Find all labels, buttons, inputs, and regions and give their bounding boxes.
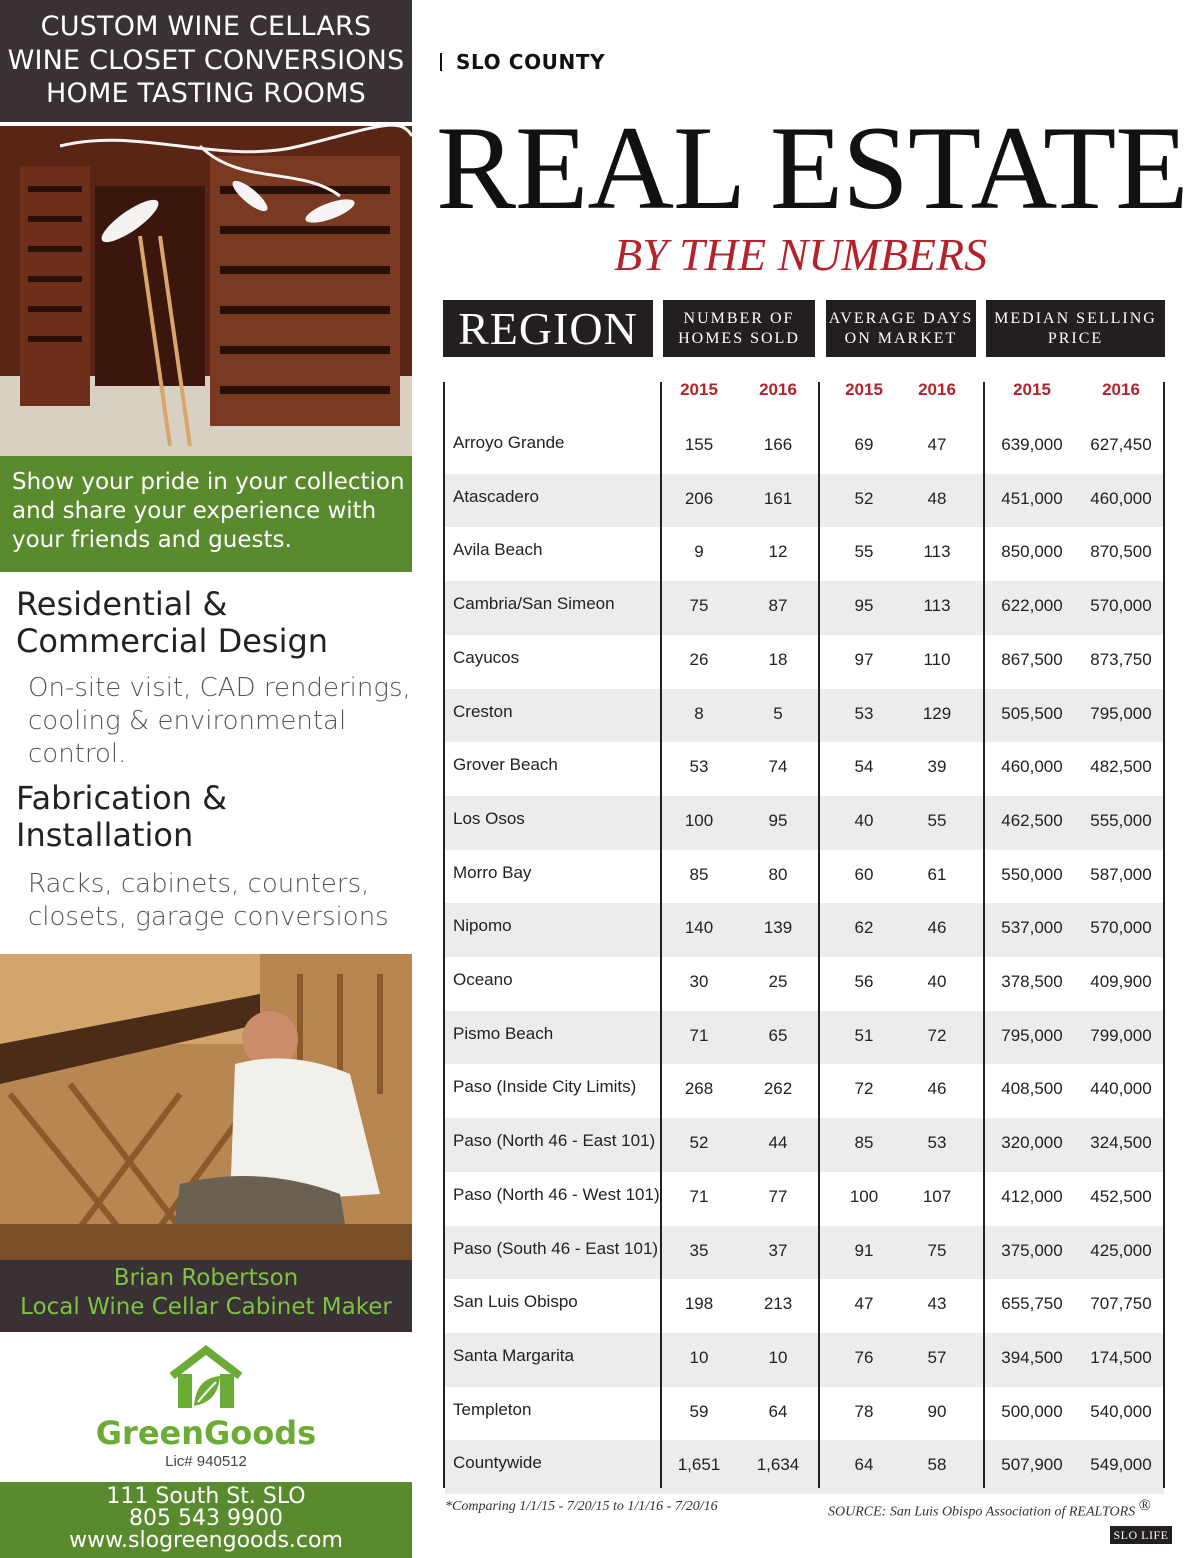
cell-sold-2015: 26	[689, 649, 709, 669]
ad-top-banner	[0, 0, 412, 122]
cell-days-2015: 56	[854, 972, 874, 991]
cell-days-2015: 54	[854, 757, 874, 777]
ad-tagline-line: Show your pride in your collection	[12, 469, 405, 495]
cell-days-2016: 72	[927, 1025, 947, 1045]
region-name: Arroyo Grande	[453, 433, 565, 452]
service-heading-design	[16, 586, 328, 660]
cell-days-2016: 113	[923, 542, 951, 562]
cell-days-2016: 57	[927, 1347, 947, 1367]
year-label: 2015	[1013, 380, 1051, 399]
cell-sold-2016: 262	[763, 1079, 793, 1099]
header-median-price	[986, 300, 1165, 357]
table-row	[445, 1333, 1164, 1387]
cell-price-2016: 409,900	[1090, 972, 1152, 991]
cell-sold-2016: 74	[768, 757, 788, 777]
cell-days-2015: 52	[854, 488, 874, 508]
section-kicker	[440, 50, 605, 74]
header-homes-sold	[663, 300, 815, 357]
cell-price-2016: 627,450	[1090, 435, 1152, 454]
cell-days-2016: 107	[922, 1186, 952, 1206]
cell-price-2015: 639,000	[1001, 435, 1063, 454]
cell-sold-2016: 77	[768, 1186, 788, 1206]
cell-days-2016: 113	[923, 596, 951, 616]
table-rule	[443, 382, 445, 1488]
cell-sold-2015: 52	[689, 1133, 709, 1153]
cell-price-2015: 537,000	[1001, 918, 1063, 938]
cell-sold-2016: 80	[768, 864, 788, 884]
cell-days-2015: 55	[854, 542, 874, 562]
cell-sold-2015: 30	[689, 972, 709, 991]
region-name: San Luis Obispo	[453, 1292, 578, 1312]
cell-price-2015: 505,500	[1001, 703, 1063, 723]
header-line: NUMBER OF	[683, 310, 795, 327]
cell-sold-2015: 53	[689, 757, 709, 777]
cell-days-2015: 72	[854, 1079, 874, 1099]
table-row	[445, 581, 1164, 635]
table-row	[445, 903, 1164, 957]
ad-top-line: CUSTOM WINE CELLARS	[40, 11, 372, 42]
cell-sold-2015: 10	[689, 1347, 709, 1367]
table-row	[445, 1064, 1164, 1118]
table-rule	[1163, 382, 1165, 1488]
cell-price-2015: 378,500	[1001, 972, 1063, 991]
year-label: 2016	[918, 380, 956, 399]
service-heading-fabrication	[16, 780, 227, 854]
cell-price-2015: 320,000	[1001, 1133, 1063, 1153]
cell-price-2015: 375,000	[1001, 1240, 1063, 1260]
ad-services	[0, 572, 412, 954]
cell-days-2016: 39	[927, 757, 947, 777]
region-name: Creston	[453, 701, 513, 721]
cell-sold-2015: 206	[684, 488, 714, 508]
cell-days-2015: 40	[854, 810, 874, 830]
website: www.slogreengoods.com	[69, 1528, 343, 1553]
region-name: Paso (North 46 - East 101)	[453, 1131, 656, 1151]
service-text-line: cooling & environmental	[28, 706, 347, 736]
year-label: 2015	[680, 380, 718, 399]
cell-price-2016: 570,000	[1090, 596, 1152, 616]
year-label: 2015	[845, 380, 883, 399]
region-name: Santa Margarita	[453, 1345, 574, 1365]
cell-price-2015: 550,000	[1001, 864, 1063, 884]
cell-sold-2015: 140	[684, 918, 714, 938]
table-row	[445, 1387, 1164, 1441]
service-heading-line: Residential &	[16, 585, 228, 623]
cell-days-2015: 91	[854, 1240, 874, 1260]
cell-days-2016: 53	[927, 1133, 947, 1153]
cell-price-2015: 412,000	[1001, 1186, 1063, 1206]
cell-days-2015: 62	[854, 918, 874, 938]
cell-price-2016: 555,000	[1090, 810, 1152, 830]
wine-cellar-photo	[0, 126, 412, 456]
table-row	[445, 742, 1164, 796]
header-days-on-market	[826, 300, 976, 357]
service-text-line: control.	[28, 739, 127, 769]
license-number: Lic# 940512	[165, 1453, 247, 1470]
region-name: Morro Bay	[453, 862, 532, 882]
service-text-line: closets, garage conversions	[28, 902, 389, 932]
ad-person	[0, 1260, 412, 1332]
header-line: MEDIAN SELLING	[994, 310, 1157, 327]
cell-days-2016: 110	[923, 649, 951, 669]
cell-price-2015: 850,000	[1001, 542, 1063, 562]
cell-price-2015: 795,000	[1001, 1025, 1063, 1045]
cell-price-2016: 324,500	[1090, 1133, 1152, 1153]
cell-sold-2016: 87	[768, 596, 788, 616]
cell-days-2016: 129	[922, 703, 952, 723]
cell-price-2016: 425,000	[1090, 1240, 1152, 1260]
source-text: SOURCE: San Luis Obispo Association of REALTORS	[828, 1504, 1136, 1520]
cell-sold-2015: 85	[689, 864, 709, 884]
cell-days-2016: 40	[927, 972, 947, 991]
cell-sold-2015: 268	[684, 1079, 714, 1099]
cell-sold-2016: 37	[768, 1240, 788, 1260]
service-text-line: Racks, cabinets, counters,	[28, 869, 370, 899]
cell-sold-2015: 71	[689, 1186, 709, 1206]
ad-tagline-line: your friends and guests.	[12, 527, 292, 553]
cell-sold-2015: 155	[684, 435, 714, 454]
cell-sold-2015: 75	[689, 596, 709, 616]
cell-days-2015: 60	[854, 864, 874, 884]
cell-sold-2016: 12	[768, 542, 788, 562]
person-title: Local Wine Cellar Cabinet Maker	[20, 1294, 392, 1320]
address: 111 South St. SLO	[106, 1484, 306, 1509]
cell-price-2015: 394,500	[1001, 1347, 1063, 1367]
region-name: Cambria/San Simeon	[453, 594, 615, 614]
region-name: Atascadero	[453, 486, 539, 506]
cell-sold-2015: 1,651	[677, 1455, 721, 1475]
year-label: 2016	[759, 380, 797, 399]
table-row	[445, 689, 1164, 743]
cell-price-2016: 587,000	[1090, 864, 1152, 884]
cell-days-2015: 78	[854, 1401, 874, 1421]
cell-price-2015: 460,000	[1001, 757, 1063, 777]
table-row	[445, 1440, 1164, 1494]
ad-tagline-line: and share your experience with	[12, 498, 377, 524]
cell-sold-2016: 5	[773, 703, 783, 723]
header-region: REGION	[443, 300, 653, 357]
cell-price-2016: 570,000	[1090, 918, 1152, 938]
table-rule	[660, 382, 662, 1488]
cell-price-2015: 462,500	[1001, 810, 1063, 830]
table-rule	[818, 382, 820, 1488]
cell-price-2015: 655,750	[1001, 1294, 1063, 1314]
cell-sold-2015: 71	[689, 1025, 709, 1045]
cell-days-2015: 64	[854, 1455, 874, 1475]
cabinet-maker-photo	[0, 954, 412, 1260]
cell-days-2015: 69	[854, 435, 874, 454]
page-subtitle: BY THE NUMBERS	[614, 229, 988, 280]
cell-days-2016: 90	[927, 1401, 947, 1421]
region-name: Templeton	[453, 1399, 532, 1419]
cell-price-2016: 440,000	[1090, 1079, 1152, 1099]
kicker-divider	[440, 53, 442, 71]
table-row	[445, 1226, 1164, 1280]
region-name: Cayucos	[453, 647, 520, 667]
cell-price-2015: 500,000	[1001, 1401, 1063, 1421]
cell-price-2015: 408,500	[1001, 1079, 1063, 1099]
table-row	[445, 1118, 1164, 1172]
cell-price-2016: 549,000	[1090, 1455, 1152, 1475]
cell-price-2015: 867,500	[1001, 649, 1063, 669]
cell-price-2015: 622,000	[1001, 596, 1063, 616]
region-name: Countywide	[453, 1453, 542, 1473]
region-name: Paso (North 46 - West 101)	[453, 1184, 660, 1204]
cell-sold-2016: 1,634	[756, 1455, 800, 1475]
table-row	[445, 420, 1164, 474]
header-line: HOMES SOLD	[678, 330, 800, 347]
logo-name: GreenGoods	[95, 1414, 317, 1452]
cell-price-2016: 873,750	[1090, 649, 1152, 669]
greengoods-house-leaf-icon	[166, 1344, 246, 1414]
page-title: REAL ESTATE	[436, 101, 1188, 234]
registered-mark: ®	[1138, 1497, 1151, 1514]
cell-sold-2015: 59	[689, 1401, 709, 1421]
cell-days-2015: 97	[854, 649, 874, 669]
region-name: Nipomo	[453, 916, 512, 936]
ad-contact	[0, 1482, 412, 1558]
service-heading-line: Fabrication &	[16, 779, 228, 817]
kicker-text: SLO COUNTY	[456, 50, 606, 74]
cell-sold-2016: 139	[763, 918, 793, 938]
date-range-note: *Comparing 1/1/15 - 7/20/15 to 1/1/16 - 7/20/16	[445, 1499, 718, 1514]
header-line: ON MARKET	[844, 330, 958, 347]
cell-sold-2016: 10	[768, 1347, 788, 1367]
wine-cellar-advertisement	[0, 0, 412, 1558]
greengoods-logo-block	[0, 1332, 412, 1482]
cell-price-2016: 460,000	[1090, 488, 1152, 508]
table-row	[445, 957, 1164, 1011]
cell-sold-2016: 213	[763, 1294, 793, 1314]
cell-days-2016: 46	[927, 1079, 947, 1099]
year-label: 2016	[1102, 380, 1140, 399]
cell-price-2016: 870,500	[1090, 542, 1152, 562]
magazine-brand: SLO LIFE	[1110, 1526, 1172, 1544]
cell-sold-2016: 65	[768, 1025, 788, 1045]
cell-sold-2016: 44	[768, 1133, 788, 1153]
cell-days-2015: 47	[854, 1294, 874, 1314]
cell-days-2015: 53	[854, 703, 874, 723]
region-name: Avila Beach	[453, 540, 543, 560]
region-name: Pismo Beach	[453, 1023, 554, 1043]
table-row	[445, 1172, 1164, 1226]
cell-price-2016: 707,750	[1090, 1294, 1152, 1314]
cell-sold-2015: 35	[689, 1240, 709, 1260]
cell-sold-2016: 95	[768, 810, 788, 830]
source-note	[828, 1497, 1151, 1521]
phone: 805 543 9900	[129, 1506, 283, 1531]
region-name: Paso (South 46 - East 101)	[453, 1238, 659, 1258]
cell-price-2016: 452,500	[1090, 1186, 1152, 1206]
cell-sold-2016: 18	[768, 649, 788, 669]
cell-sold-2015: 198	[684, 1294, 714, 1314]
table-row	[445, 1279, 1164, 1333]
cell-days-2015: 85	[854, 1133, 874, 1153]
cell-sold-2016: 166	[763, 435, 793, 454]
cell-days-2016: 58	[927, 1455, 947, 1475]
cell-sold-2016: 161	[763, 488, 793, 508]
cell-price-2016: 540,000	[1090, 1401, 1152, 1421]
table-row	[445, 850, 1164, 904]
cell-days-2015: 95	[854, 596, 874, 616]
table-row	[445, 635, 1164, 689]
service-heading-line: Installation	[16, 816, 194, 854]
service-heading-line: Commercial Design	[16, 622, 329, 660]
region-name: Paso (Inside City Limits)	[453, 1077, 637, 1097]
cell-price-2016: 795,000	[1090, 703, 1152, 723]
ad-tagline	[0, 456, 412, 572]
cell-price-2016: 799,000	[1090, 1025, 1152, 1045]
cell-sold-2016: 25	[768, 972, 788, 991]
region-name: Grover Beach	[453, 755, 558, 775]
cell-days-2015: 51	[854, 1025, 874, 1045]
ad-top-line: WINE CLOSET CONVERSIONS	[7, 44, 405, 76]
table-rule	[983, 382, 985, 1488]
cell-days-2015: 76	[854, 1347, 874, 1367]
table-row	[445, 796, 1164, 850]
header-line: AVERAGE DAYS	[828, 310, 974, 327]
cell-days-2015: 100	[849, 1186, 879, 1206]
header-line: PRICE	[1047, 330, 1104, 347]
service-text-line: On-site visit, CAD renderings,	[28, 673, 411, 703]
table-row	[445, 474, 1164, 528]
region-name: Los Osos	[453, 808, 525, 828]
table-row	[445, 1011, 1164, 1065]
cell-sold-2015: 100	[684, 810, 714, 830]
person-name: Brian Robertson	[113, 1265, 299, 1291]
cell-days-2016: 48	[927, 488, 947, 508]
ad-top-line: HOME TASTING ROOMS	[46, 78, 366, 109]
cell-sold-2015: 8	[694, 703, 704, 723]
service-text-fabrication	[28, 868, 389, 934]
region-name: Oceano	[453, 970, 513, 989]
cell-price-2016: 482,500	[1090, 757, 1152, 777]
cell-price-2015: 507,900	[1001, 1455, 1063, 1475]
table-row	[445, 527, 1164, 581]
cell-days-2016: 55	[927, 810, 947, 830]
cell-days-2016: 75	[927, 1240, 947, 1260]
cell-price-2015: 451,000	[1001, 488, 1063, 508]
cell-days-2016: 61	[927, 864, 947, 884]
cell-days-2016: 47	[927, 435, 947, 454]
cell-days-2016: 43	[927, 1294, 947, 1314]
service-text-design	[28, 672, 411, 771]
cell-price-2016: 174,500	[1090, 1347, 1152, 1367]
cell-days-2016: 46	[927, 918, 947, 938]
cell-sold-2016: 64	[768, 1401, 788, 1421]
cell-sold-2015: 9	[694, 542, 704, 562]
